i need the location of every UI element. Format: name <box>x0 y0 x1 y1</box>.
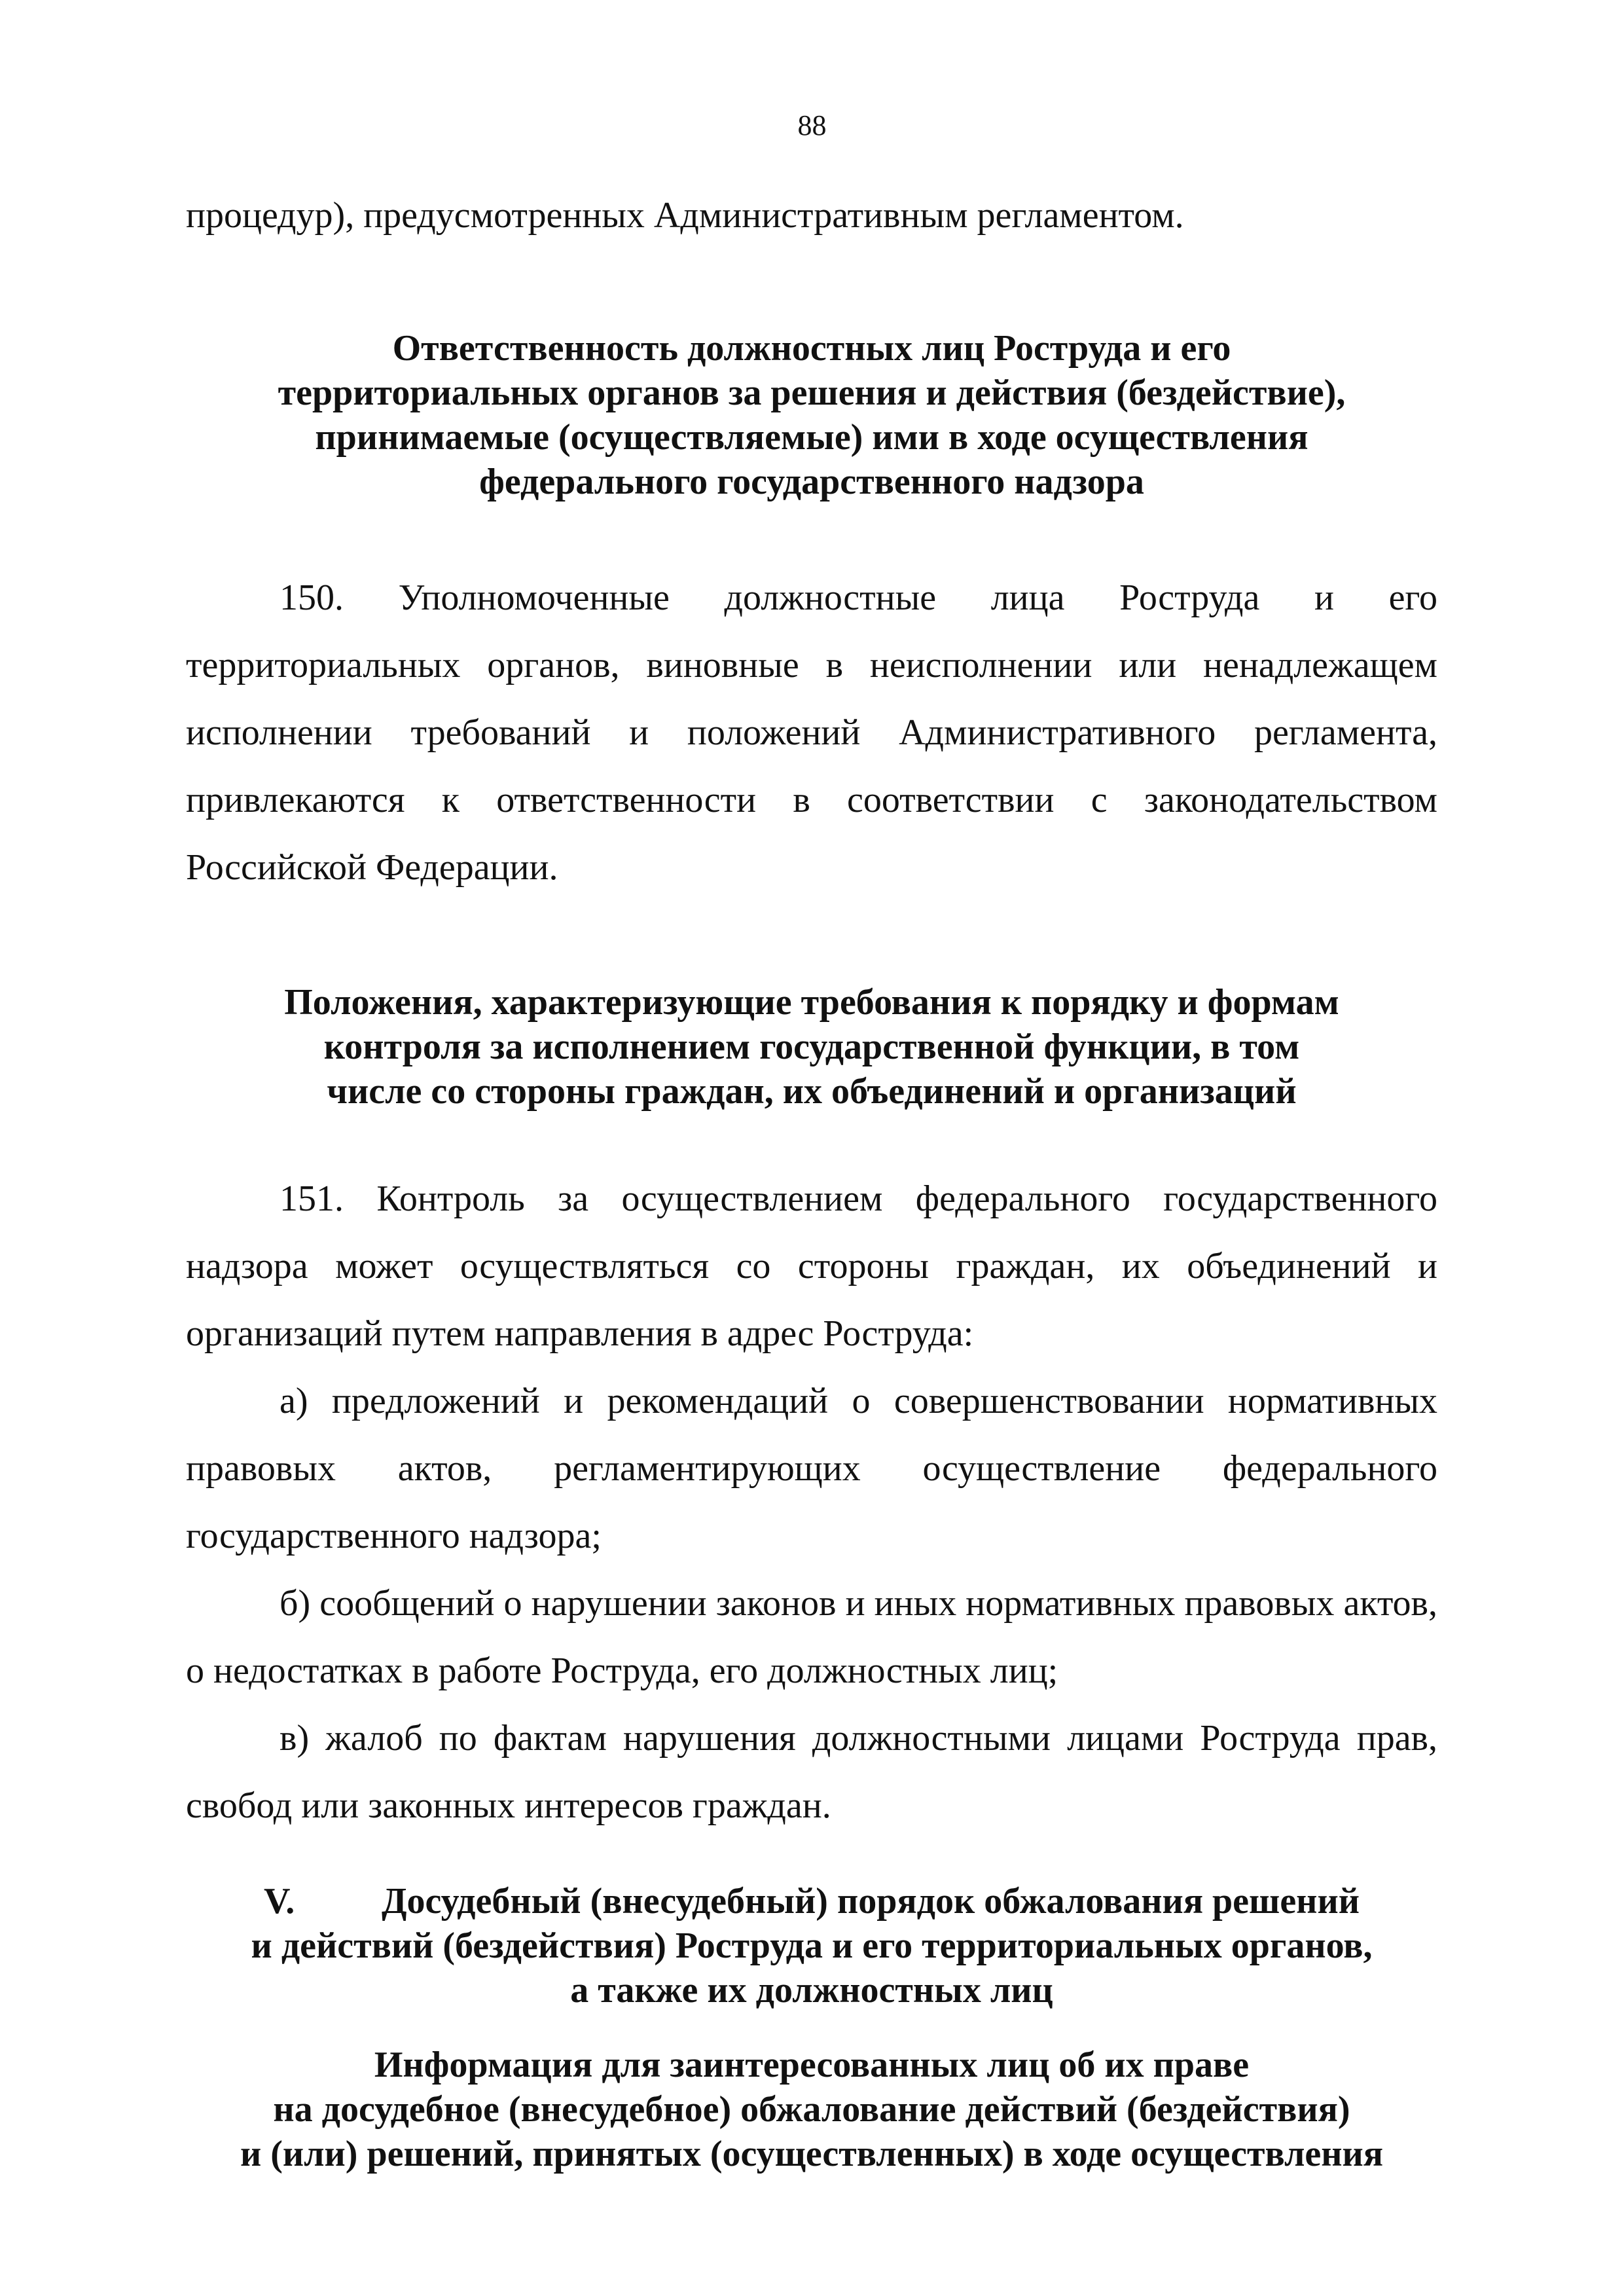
chapter-heading-first-line <box>186 1879 1437 1923</box>
paragraph-151: 151. Контроль за осуществлением федерального государственного надзора может осуществляться со стороны граждан, их объединений и организаций путем направления в адрес Роструда: <box>186 1178 1437 1354</box>
section-heading-appeal-info <box>186 2043 1437 2176</box>
heading-line: и действий (бездействия) Роструда и его территориальных органов, <box>251 1925 1373 1966</box>
chapter-5-heading <box>186 1879 1437 2013</box>
heading-line: числе со стороны граждан, их объединений и организаций <box>327 1071 1297 1112</box>
list-item-b: б) сообщений о нарушении законов и иных нормативных правовых актов, о недостатках в работе Роструда, его должностных лиц; <box>186 1583 1437 1691</box>
page-number: 88 <box>797 109 827 141</box>
heading-line: контроля за исполнением государственной функции, в том <box>323 1027 1300 1067</box>
section-heading-control <box>186 980 1437 1114</box>
paragraph-150: 150. Уполномоченные должностные лица Роструда и его территориальных органов, виновные в неисполнении или ненадлежащем исполнении требований и положений Административного регламента, привлекаются к ответственности в соответствии с законодательством Российской Федерации. <box>186 577 1437 888</box>
heading-line: Информация для заинтересованных лиц об их праве <box>374 2045 1250 2085</box>
heading-line: территориальных органов за решения и действия (бездействие), <box>278 373 1346 413</box>
heading-line: а также их должностных лиц <box>570 1970 1053 2011</box>
continuation-text: процедур), предусмотренных Административным регламентом. <box>186 195 1184 236</box>
chapter-title-start: Досудебный (внесудебный) порядок обжалования решений <box>382 1881 1360 1922</box>
list-item-a: а) предложений и рекомендаций о совершенствовании нормативных правовых актов, регламентирующих осуществление федерального государственного надзора; <box>186 1381 1437 1556</box>
heading-line: Положения, характеризующие требования к порядку и формам <box>284 982 1339 1023</box>
heading-line: на досудебное (внесудебное) обжалование действий (бездействия) <box>273 2089 1350 2130</box>
section-heading-responsibility <box>186 326 1437 504</box>
heading-line: принимаемые (осуществляемые) ими в ходе осуществления <box>315 417 1308 458</box>
heading-line: Ответственность должностных лиц Роструда и его <box>392 328 1231 369</box>
chapter-number: V. <box>264 1881 295 1922</box>
list-item-v: в) жалоб по фактам нарушения должностными лицами Роструда прав, свобод или законных интересов граждан. <box>186 1718 1437 1826</box>
heading-line: и (или) решений, принятых (осуществленных) в ходе осуществления <box>240 2134 1384 2174</box>
heading-line: федерального государственного надзора <box>479 462 1144 502</box>
